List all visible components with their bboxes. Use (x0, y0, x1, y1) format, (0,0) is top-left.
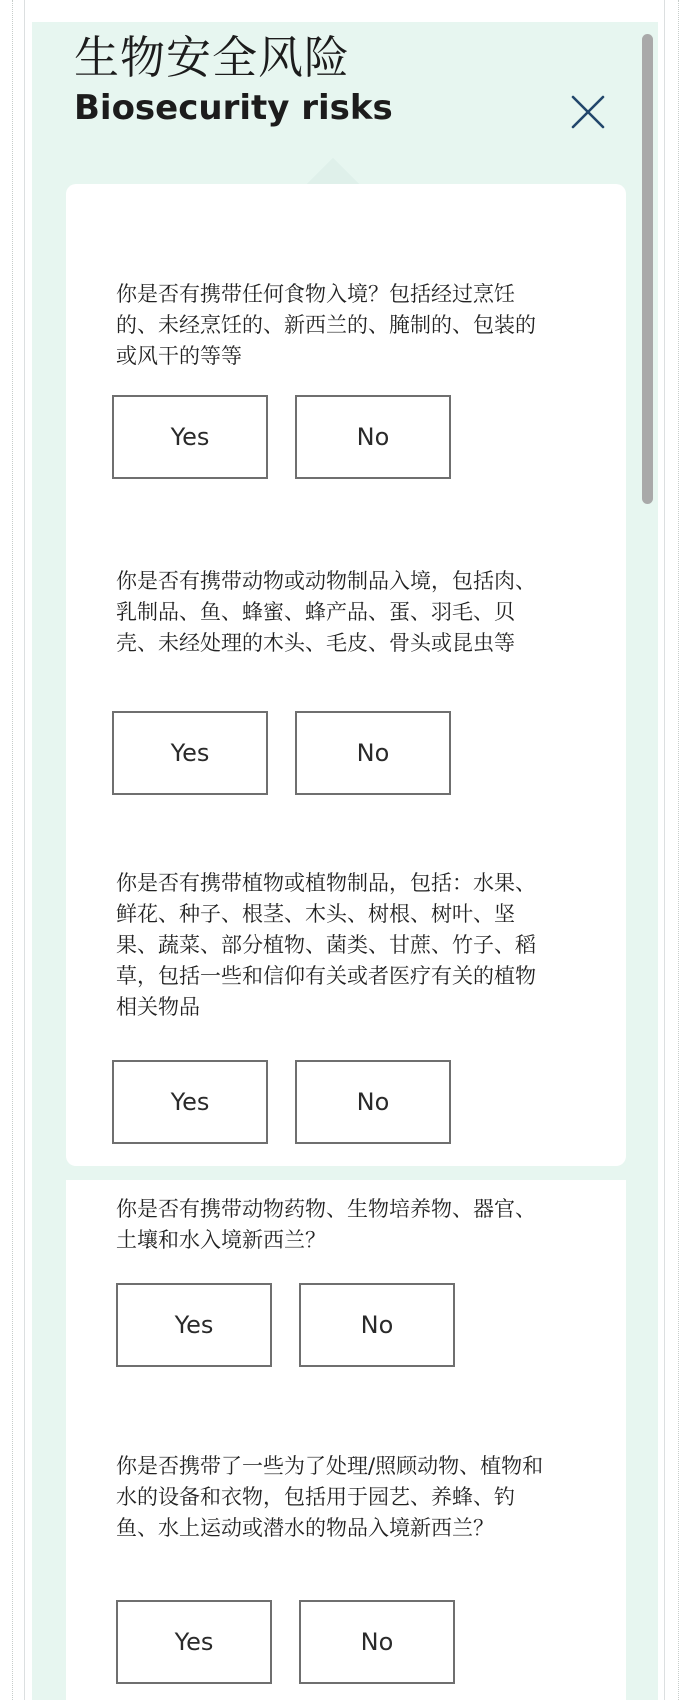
no-button[interactable]: No (299, 1283, 455, 1367)
page-edge-left (12, 0, 13, 1700)
frame-line-right (664, 0, 665, 1700)
close-icon (570, 94, 606, 130)
frame-line-left (24, 0, 25, 1700)
yes-button[interactable]: Yes (112, 1060, 268, 1144)
page-title-zh: 生物安全风险 (74, 31, 351, 84)
close-button[interactable] (570, 94, 606, 130)
page-edge-right (678, 0, 679, 1700)
question-text: 你是否有携带植物或植物制品，包括：水果、鲜花、种子、根茎、木头、树根、树叶、坚果、蔬菜、部分植物、菌类、甘蔗、竹子、稻草，包括一些和信仰有关或者医疗有关的植物相关物品 (116, 871, 536, 1019)
page-title-en: Biosecurity risks (74, 88, 393, 128)
scrollbar-thumb[interactable] (642, 34, 653, 504)
yes-button[interactable]: Yes (112, 711, 268, 795)
no-button[interactable]: No (295, 711, 451, 795)
yes-button[interactable]: Yes (112, 395, 268, 479)
no-button[interactable]: No (295, 395, 451, 479)
question-text: 你是否有携带任何食物入境？包括经过烹饪的、未经烹饪的、新西兰的、腌制的、包装的或风干的等等 (116, 282, 536, 368)
question-text: 你是否有携带动物药物、生物培养物、器官、土壤和水入境新西兰？ (116, 1197, 536, 1252)
yes-button[interactable]: Yes (116, 1600, 272, 1684)
no-button[interactable]: No (295, 1060, 451, 1144)
question-text: 你是否有携带动物或动物制品入境，包括肉、乳制品、鱼、蜂蜜、蜂产品、蛋、羽毛、贝壳、未经处理的木头、毛皮、骨头或昆虫等 (116, 569, 536, 655)
modal-header (74, 30, 574, 130)
question-text: 你是否携带了一些为了处理/照顾动物、植物和水的设备和衣物，包括用于园艺、养蜂、钓鱼、水上运动或潜水的物品入境新西兰？ (116, 1454, 544, 1540)
yes-button[interactable]: Yes (116, 1283, 272, 1367)
no-button[interactable]: No (299, 1600, 455, 1684)
